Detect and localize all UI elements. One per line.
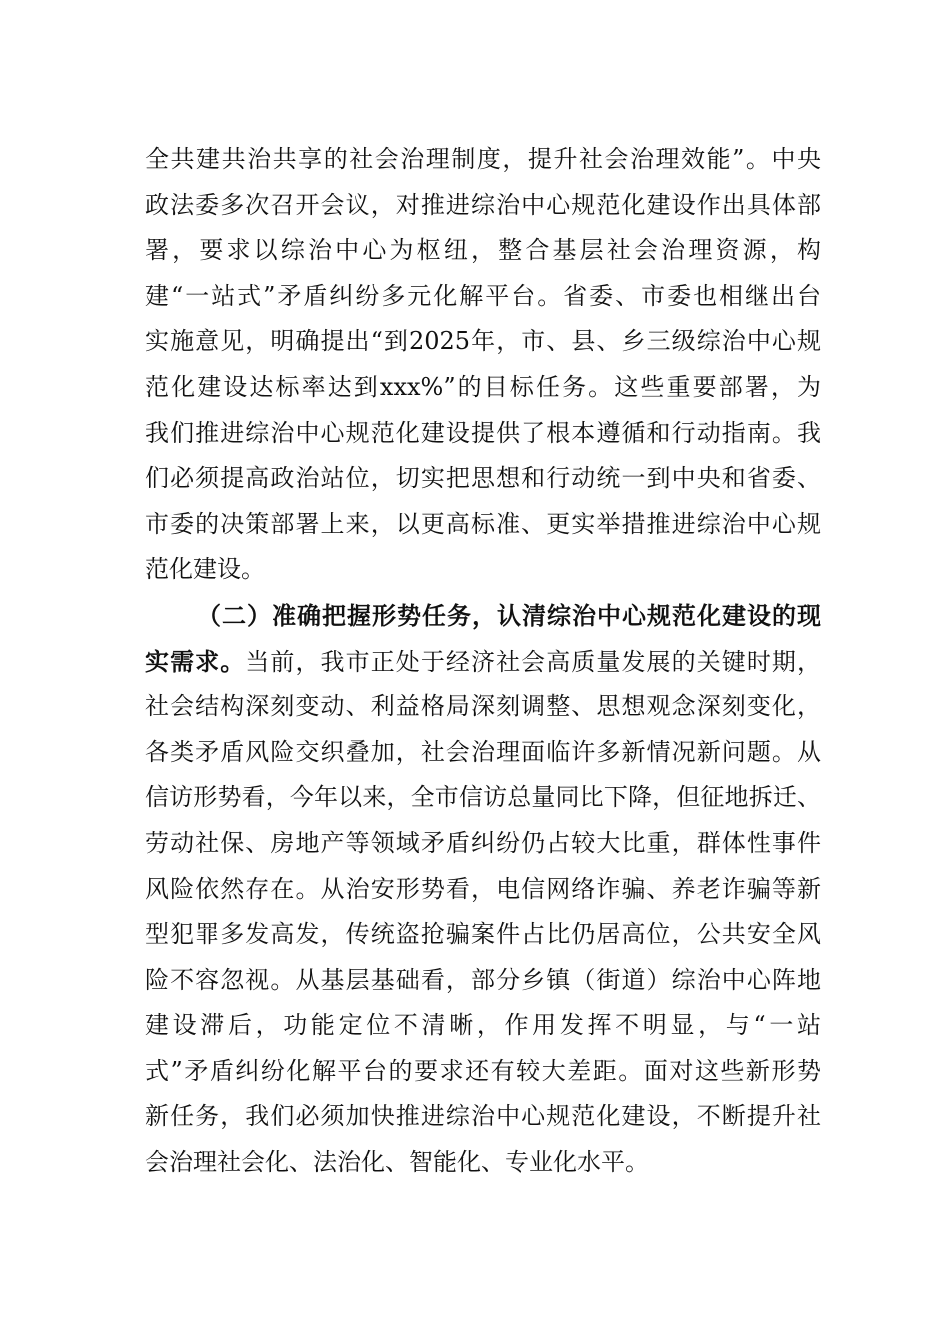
text-line: 全共建共治共享的社会治理制度，提升社会治理效能”。中央: [145, 145, 821, 173]
text-line: 险不容忽视。从基层基础看，部分乡镇（街道）综治中心阵地: [145, 965, 821, 994]
text-line: 各类矛盾风险交织叠加，社会治理面临许多新情况新问题。从: [145, 737, 821, 766]
text-line: 劳动社保、房地产等领域矛盾纠纷仍占较大比重，群体性事件: [145, 828, 821, 857]
text-span: 当前，我市正处于经济社会高质量发展的关键时期，: [245, 647, 822, 676]
text-line: 社会结构深刻变动、利益格局深刻调整、思想观念深刻变化，: [145, 692, 821, 721]
text-line: 署，要求以综治中心为枢纽，整合基层社会治理资源，构: [145, 236, 821, 265]
text-line: 市委的决策部署上来，以更高标准、更实举措推进综治中心规: [145, 509, 821, 538]
text-line: 风险依然存在。从治安形势看，电信网络诈骗、养老诈骗等新: [145, 874, 821, 903]
text-line: 们必须提高政治站位，切实把思想和行动统一到中央和省委、: [145, 464, 821, 493]
section-heading-end: 实需求。: [145, 646, 246, 676]
text-line: 范化建设达标率达到xxx%”的目标任务。这些重要部署，为: [145, 372, 821, 401]
text-line: 式”矛盾纠纷化解平台的要求还有较大差距。面对这些新形势: [145, 1056, 821, 1085]
paragraph-2: [145, 593, 821, 1186]
text-line: 会治理社会化、法治化、智能化、专业化水平。: [145, 1148, 649, 1177]
text-line: 建设滞后，功能定位不清晰，作用发挥不明显，与“一站: [145, 1011, 821, 1040]
text-line: 新任务，我们必须加快推进综治中心规范化建设，不断提升社: [145, 1102, 821, 1131]
section-heading: （二）准确把握形势任务，认清综治中心规范化建设的现: [197, 600, 821, 630]
document-page: [145, 137, 821, 1186]
text-line: 政法委多次召开会议，对推进综治中心规范化建设作出具体部: [145, 190, 821, 219]
text-line: 范化建设。: [145, 555, 265, 584]
paragraph-1: [145, 137, 821, 593]
text-line: 信访形势看，今年以来，全市信访总量同比下降，但征地拆迁、: [145, 783, 821, 812]
text-line: 型犯罪多发高发，传统盗抢骗案件占比仍居高位，公共安全风: [145, 920, 821, 949]
text-line: 我们推进综治中心规范化建设提供了根本遵循和行动指南。我: [145, 418, 821, 447]
text-line: 建“一站式”矛盾纠纷多元化解平台。省委、市委也相继出台: [145, 281, 821, 310]
text-line: 实施意见，明确提出“到2025年，市、县、乡三级综治中心规: [145, 327, 821, 356]
text-line: [145, 639, 821, 685]
